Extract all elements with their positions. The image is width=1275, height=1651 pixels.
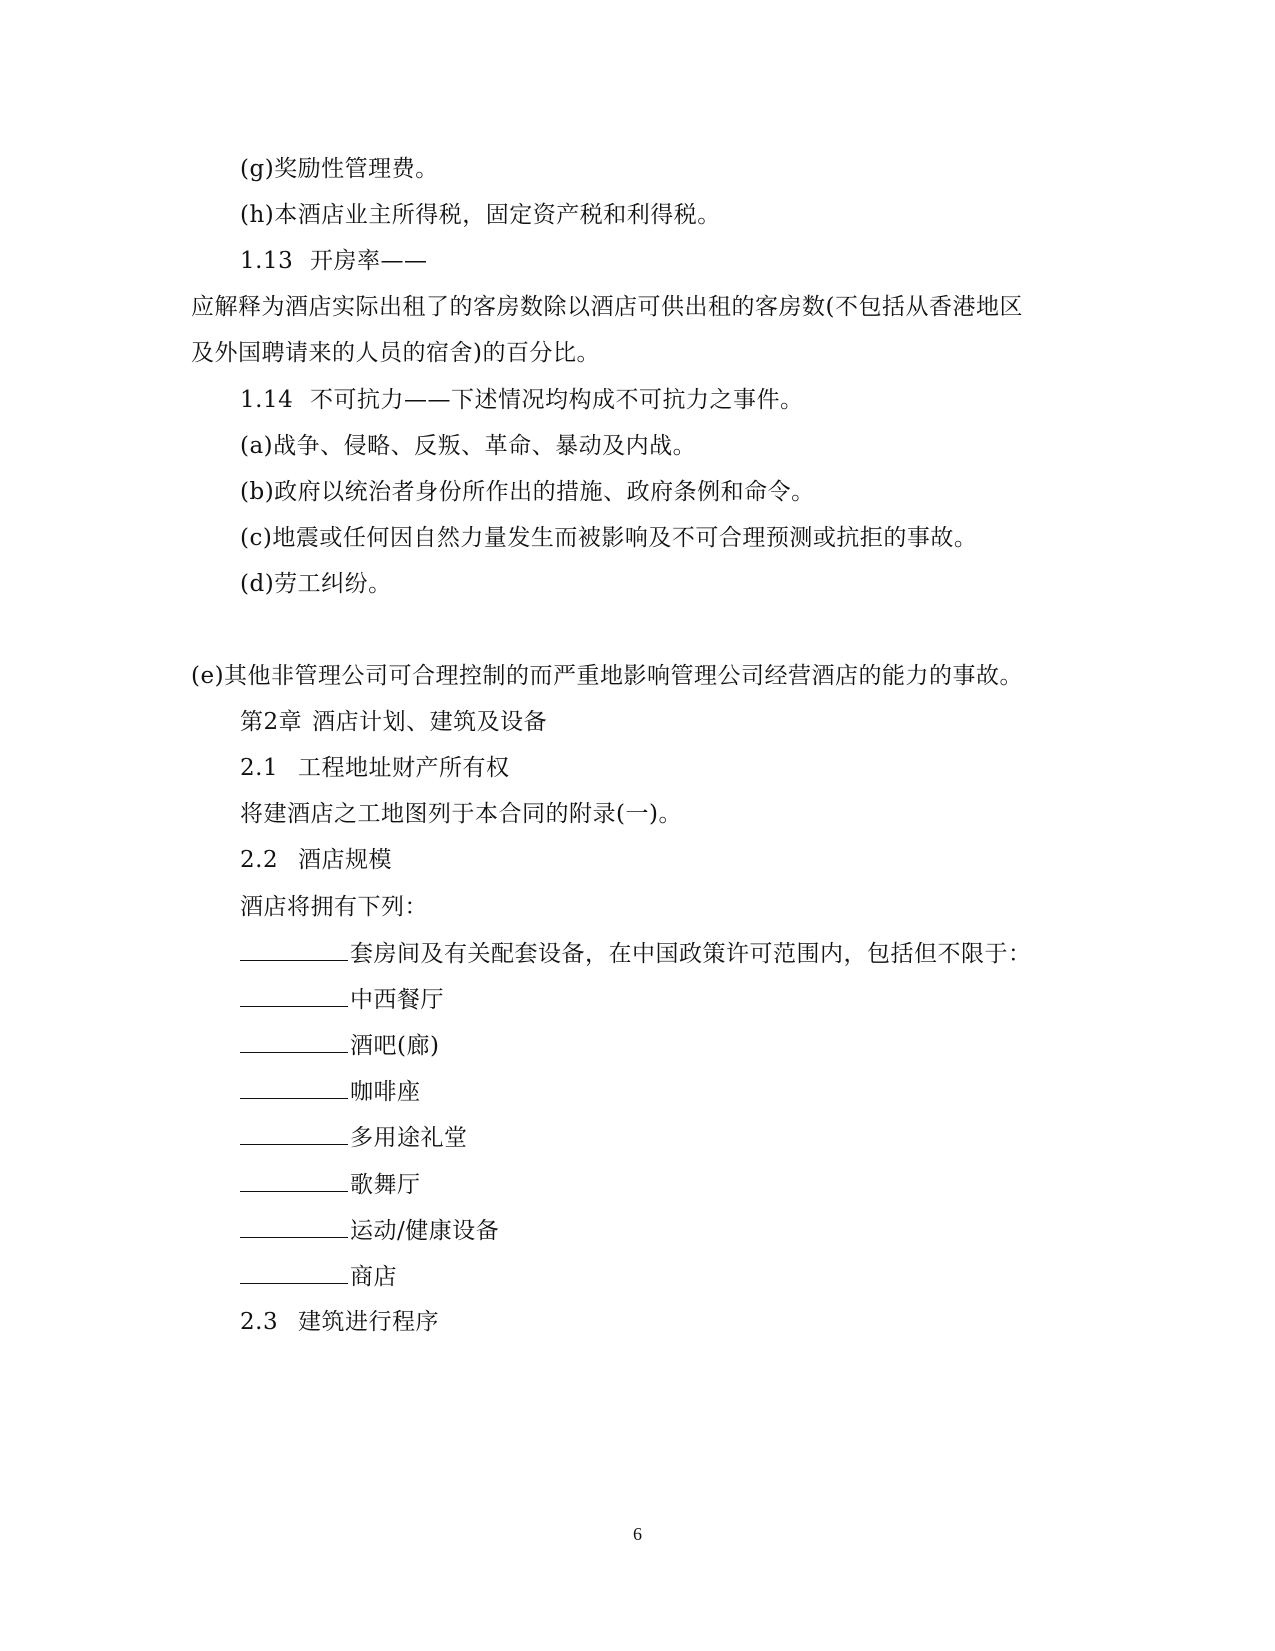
paragraph-a: (a)战争、侵略、反叛、革命、暴动及内战。	[240, 433, 697, 459]
section-2-3-heading	[240, 1307, 439, 1337]
section-title: 开房率——	[310, 248, 428, 274]
facilities-intro: 酒店将拥有下列：	[240, 894, 428, 920]
paragraph-c: (c)地震或任何因自然力量发生而被影响及不可合理预测或抗拒的事故。	[240, 525, 978, 551]
paragraph-g: (g)奖励性管理费。	[240, 156, 439, 182]
page-number: 6	[633, 1524, 642, 1544]
section-number: 2.3	[240, 1309, 279, 1335]
facility-item-ballroom: 歌舞厅	[240, 1169, 421, 1200]
fill-in-blank	[240, 1030, 348, 1053]
fill-in-blank	[240, 938, 348, 961]
facility-item-hall: 多用途礼堂	[240, 1122, 468, 1153]
facility-item-shop: 商店	[240, 1261, 397, 1292]
paragraph-d: (d)劳工纠纷。	[240, 571, 392, 597]
facility-item-fitness: 运动/健康设备	[240, 1215, 499, 1246]
section-2-2-heading	[240, 845, 392, 875]
section-1-13-heading	[240, 246, 428, 276]
facility-item-bar: 酒吧(廊)	[240, 1030, 439, 1061]
occupancy-definition-line-2: 及外国聘请来的人员的宿舍)的百分比。	[191, 340, 600, 366]
facility-item-suites: 套房间及有关配套设备，在中国政策许可范围内，包括但不限于：	[240, 938, 1032, 969]
facility-item-cafe: 咖啡座	[240, 1076, 421, 1107]
paragraph-h: (h)本酒店业主所得税，固定资产税和利得税。	[240, 202, 721, 228]
fill-in-blank	[240, 1122, 348, 1145]
section-title: 工程地址财产所有权	[298, 755, 510, 781]
fill-in-blank	[240, 984, 348, 1007]
section-number: 1.13	[240, 248, 294, 274]
chapter-2-heading	[240, 707, 547, 737]
paragraph-e: (e)其他非管理公司可合理控制的而严重地影响管理公司经营酒店的能力的事故。	[191, 663, 1024, 689]
section-title: 建筑进行程序	[298, 1309, 439, 1335]
paragraph-b: (b)政府以统治者身份所作出的措施、政府条例和命令。	[240, 479, 815, 505]
site-plan-paragraph: 将建酒店之工地图列于本合同的附录(一)。	[240, 801, 682, 827]
fill-in-blank	[240, 1215, 348, 1238]
section-number: 1.14	[240, 387, 294, 413]
fill-in-blank	[240, 1169, 348, 1192]
section-number: 2.1	[240, 755, 279, 781]
chapter-number: 第2章	[240, 709, 303, 735]
occupancy-definition-line-1: 应解释为酒店实际出租了的客房数除以酒店可供出租的客房数(不包括从香港地区	[191, 294, 1023, 320]
chapter-title: 酒店计划、建筑及设备	[312, 709, 548, 735]
section-2-1-heading	[240, 753, 510, 783]
facility-item-restaurant: 中西餐厅	[240, 984, 444, 1015]
section-title: 不可抗力——下述情况均构成不可抗力之事件。	[310, 387, 804, 413]
section-title: 酒店规模	[298, 847, 392, 873]
fill-in-blank	[240, 1261, 348, 1284]
section-1-14-heading	[240, 385, 804, 415]
fill-in-blank	[240, 1076, 348, 1099]
section-number: 2.2	[240, 847, 279, 873]
